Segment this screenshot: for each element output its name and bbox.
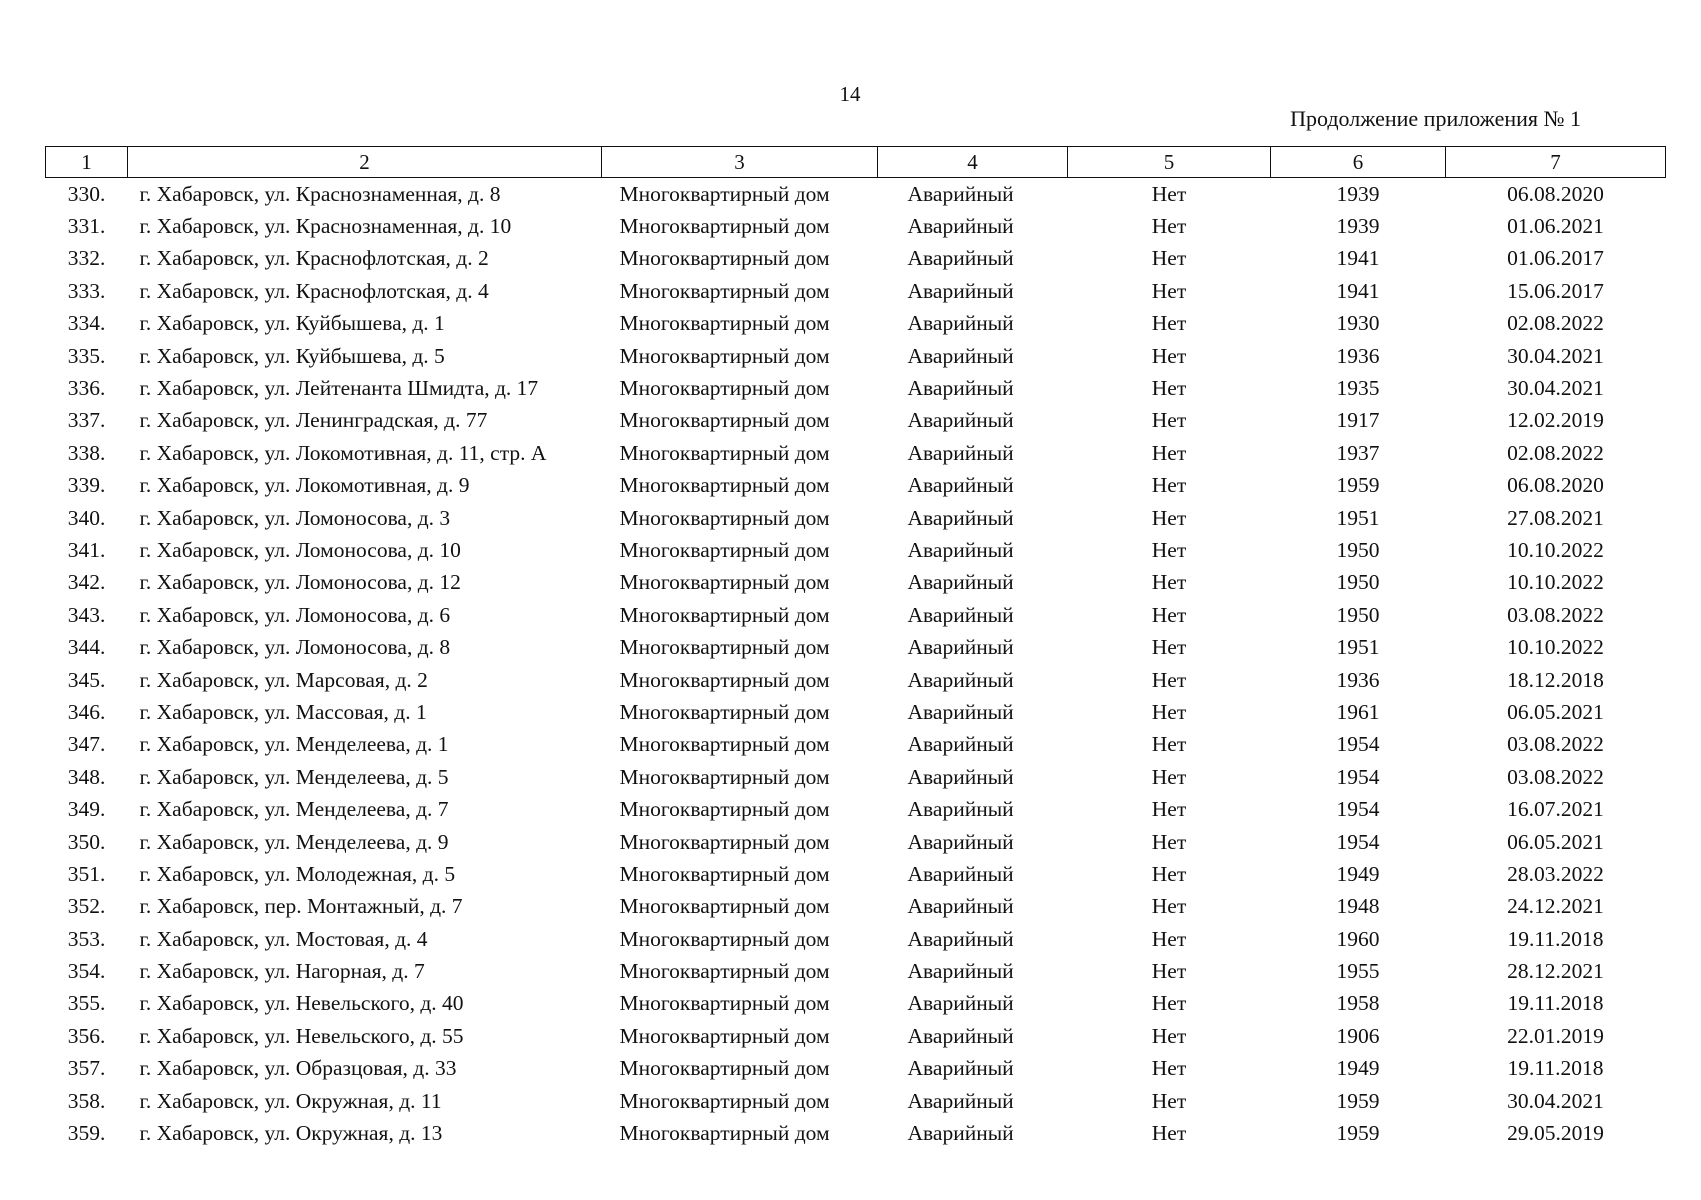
decision-date-cell: 18.12.2018 xyxy=(1507,667,1604,692)
building-condition-cell: Аварийный xyxy=(907,181,1014,206)
building-condition-cell: Аварийный xyxy=(907,699,1014,724)
building-condition-cell: Аварийный xyxy=(907,667,1014,692)
table-row xyxy=(46,210,1666,242)
flag-value-cell: Нет xyxy=(1151,991,1187,1016)
building-type-cell: Многоквартирный дом xyxy=(619,602,830,627)
building-type-cell: Многоквартирный дом xyxy=(619,537,830,562)
decision-date-cell: 03.08.2022 xyxy=(1507,764,1604,789)
table-row xyxy=(46,955,1666,987)
building-condition-cell: Аварийный xyxy=(907,311,1014,336)
building-condition-cell: Аварийный xyxy=(907,246,1014,271)
address-cell: г. Хабаровск, ул. Локомотивная, д. 9 xyxy=(139,473,470,498)
building-type-cell: Многоквартирный дом xyxy=(619,926,830,951)
building-type-cell: Многоквартирный дом xyxy=(619,440,830,465)
address-cell: г. Хабаровск, ул. Краснофлотская, д. 2 xyxy=(139,246,489,271)
row-number-cell: 336. xyxy=(67,376,106,401)
row-number-cell: 342. xyxy=(67,570,106,595)
construction-year-cell: 1961 xyxy=(1336,699,1380,724)
flag-value-cell: Нет xyxy=(1151,376,1187,401)
address-cell: г. Хабаровск, ул. Ломоносова, д. 10 xyxy=(139,537,461,562)
table-row xyxy=(46,988,1666,1020)
flag-value-cell: Нет xyxy=(1151,343,1187,368)
row-number-cell: 346. xyxy=(67,699,106,724)
decision-date-cell: 30.04.2021 xyxy=(1507,1088,1604,1113)
building-condition-cell: Аварийный xyxy=(907,214,1014,239)
table-row xyxy=(46,729,1666,761)
building-type-cell: Многоквартирный дом xyxy=(619,181,830,206)
table-row xyxy=(46,891,1666,923)
row-number-cell: 350. xyxy=(67,829,106,854)
building-condition-cell: Аварийный xyxy=(907,570,1014,595)
address-cell: г. Хабаровск, ул. Марсовая, д. 2 xyxy=(139,667,428,692)
flag-value-cell: Нет xyxy=(1151,311,1187,336)
decision-date-cell: 01.06.2017 xyxy=(1507,246,1604,271)
address-cell: г. Хабаровск, ул. Локомотивная, д. 11, стр. А xyxy=(139,440,547,465)
table-row xyxy=(46,405,1666,437)
construction-year-cell: 1941 xyxy=(1336,278,1380,303)
column-header: 6 xyxy=(1271,147,1446,178)
flag-value-cell: Нет xyxy=(1151,1121,1187,1146)
decision-date-cell: 01.06.2021 xyxy=(1507,214,1604,239)
column-header: 3 xyxy=(602,147,878,178)
row-number-cell: 354. xyxy=(67,959,106,984)
flag-value-cell: Нет xyxy=(1151,699,1187,724)
construction-year-cell: 1936 xyxy=(1336,667,1380,692)
decision-date-cell: 19.11.2018 xyxy=(1507,991,1604,1016)
flag-value-cell: Нет xyxy=(1151,861,1187,886)
address-cell: г. Хабаровск, ул. Ломоносова, д. 3 xyxy=(139,505,451,530)
table-row xyxy=(46,502,1666,534)
table-row xyxy=(46,340,1666,372)
decision-date-cell: 10.10.2022 xyxy=(1507,537,1604,562)
row-number-cell: 345. xyxy=(67,667,106,692)
decision-date-cell: 06.08.2020 xyxy=(1507,181,1604,206)
building-type-cell: Многоквартирный дом xyxy=(619,797,830,822)
address-cell: г. Хабаровск, ул. Менделеева, д. 5 xyxy=(139,764,449,789)
row-number-cell: 338. xyxy=(67,440,106,465)
decision-date-cell: 03.08.2022 xyxy=(1507,732,1604,757)
building-type-cell: Многоквартирный дом xyxy=(619,376,830,401)
flag-value-cell: Нет xyxy=(1151,635,1187,660)
row-number-cell: 335. xyxy=(67,343,106,368)
column-header: 2 xyxy=(128,147,602,178)
flag-value-cell: Нет xyxy=(1151,570,1187,595)
row-number-cell: 349. xyxy=(67,797,106,822)
table-row xyxy=(46,437,1666,469)
decision-date-cell: 03.08.2022 xyxy=(1507,602,1604,627)
flag-value-cell: Нет xyxy=(1151,408,1187,433)
row-number-cell: 343. xyxy=(67,602,106,627)
address-cell: г. Хабаровск, ул. Молодежная, д. 5 xyxy=(139,861,456,886)
row-number-cell: 348. xyxy=(67,764,106,789)
row-number-cell: 344. xyxy=(67,635,106,660)
row-number-cell: 357. xyxy=(67,1056,106,1081)
construction-year-cell: 1951 xyxy=(1336,635,1380,660)
decision-date-cell: 19.11.2018 xyxy=(1507,1056,1604,1081)
flag-value-cell: Нет xyxy=(1151,797,1187,822)
decision-date-cell: 28.12.2021 xyxy=(1507,959,1604,984)
construction-year-cell: 1917 xyxy=(1336,408,1380,433)
row-number-cell: 333. xyxy=(67,278,106,303)
building-type-cell: Многоквартирный дом xyxy=(619,1023,830,1048)
column-header: 5 xyxy=(1068,147,1271,178)
building-type-cell: Многоквартирный дом xyxy=(619,764,830,789)
building-type-cell: Многоквартирный дом xyxy=(619,473,830,498)
building-condition-cell: Аварийный xyxy=(907,505,1014,530)
decision-date-cell: 06.08.2020 xyxy=(1507,473,1604,498)
row-number-cell: 332. xyxy=(67,246,106,271)
flag-value-cell: Нет xyxy=(1151,764,1187,789)
construction-year-cell: 1960 xyxy=(1336,926,1380,951)
building-type-cell: Многоквартирный дом xyxy=(619,991,830,1016)
construction-year-cell: 1930 xyxy=(1336,311,1380,336)
row-number-cell: 330. xyxy=(67,181,106,206)
flag-value-cell: Нет xyxy=(1151,1056,1187,1081)
decision-date-cell: 30.04.2021 xyxy=(1507,376,1604,401)
construction-year-cell: 1936 xyxy=(1336,343,1380,368)
row-number-cell: 340. xyxy=(67,505,106,530)
table-row xyxy=(46,178,1666,211)
building-type-cell: Многоквартирный дом xyxy=(619,408,830,433)
address-cell: г. Хабаровск, ул. Куйбышева, д. 5 xyxy=(139,343,445,368)
building-condition-cell: Аварийный xyxy=(907,764,1014,789)
construction-year-cell: 1951 xyxy=(1336,505,1380,530)
address-cell: г. Хабаровск, ул. Куйбышева, д. 1 xyxy=(139,311,445,336)
building-type-cell: Многоквартирный дом xyxy=(619,311,830,336)
building-condition-cell: Аварийный xyxy=(907,408,1014,433)
construction-year-cell: 1955 xyxy=(1336,959,1380,984)
table-row xyxy=(46,1085,1666,1117)
building-condition-cell: Аварийный xyxy=(907,732,1014,757)
address-cell: г. Хабаровск, ул. Лейтенанта Шмидта, д. 17 xyxy=(139,376,539,401)
construction-year-cell: 1954 xyxy=(1336,829,1380,854)
construction-year-cell: 1954 xyxy=(1336,764,1380,789)
construction-year-cell: 1959 xyxy=(1336,1121,1380,1146)
building-type-cell: Многоквартирный дом xyxy=(619,214,830,239)
row-number-cell: 352. xyxy=(67,894,106,919)
table-row xyxy=(46,761,1666,793)
building-type-cell: Многоквартирный дом xyxy=(619,959,830,984)
decision-date-cell: 28.03.2022 xyxy=(1507,861,1604,886)
flag-value-cell: Нет xyxy=(1151,829,1187,854)
table-row xyxy=(46,567,1666,599)
building-type-cell: Многоквартирный дом xyxy=(619,278,830,303)
building-type-cell: Многоквартирный дом xyxy=(619,732,830,757)
construction-year-cell: 1939 xyxy=(1336,181,1380,206)
column-header: 4 xyxy=(878,147,1068,178)
row-number-cell: 359. xyxy=(67,1121,106,1146)
column-number-row xyxy=(46,147,1666,178)
address-cell: г. Хабаровск, ул. Нагорная, д. 7 xyxy=(139,959,425,984)
decision-date-cell: 12.02.2019 xyxy=(1507,408,1604,433)
decision-date-cell: 30.04.2021 xyxy=(1507,343,1604,368)
address-cell: г. Хабаровск, ул. Ленинградская, д. 77 xyxy=(139,408,488,433)
decision-date-cell: 24.12.2021 xyxy=(1507,894,1604,919)
building-condition-cell: Аварийный xyxy=(907,959,1014,984)
flag-value-cell: Нет xyxy=(1151,505,1187,530)
building-condition-cell: Аварийный xyxy=(907,797,1014,822)
building-type-cell: Многоквартирный дом xyxy=(619,505,830,530)
flag-value-cell: Нет xyxy=(1151,667,1187,692)
building-condition-cell: Аварийный xyxy=(907,1023,1014,1048)
building-type-cell: Многоквартирный дом xyxy=(619,1088,830,1113)
building-type-cell: Многоквартирный дом xyxy=(619,894,830,919)
construction-year-cell: 1950 xyxy=(1336,537,1380,562)
flag-value-cell: Нет xyxy=(1151,926,1187,951)
row-number-cell: 341. xyxy=(67,537,106,562)
flag-value-cell: Нет xyxy=(1151,440,1187,465)
decision-date-cell: 06.05.2021 xyxy=(1507,699,1604,724)
decision-date-cell: 02.08.2022 xyxy=(1507,440,1604,465)
address-cell: г. Хабаровск, ул. Менделеева, д. 7 xyxy=(139,797,449,822)
flag-value-cell: Нет xyxy=(1151,214,1187,239)
address-cell: г. Хабаровск, ул. Образцовая, д. 33 xyxy=(139,1056,457,1081)
decision-date-cell: 06.05.2021 xyxy=(1507,829,1604,854)
table-row xyxy=(46,308,1666,340)
building-type-cell: Многоквартирный дом xyxy=(619,570,830,595)
building-type-cell: Многоквартирный дом xyxy=(619,343,830,368)
construction-year-cell: 1906 xyxy=(1336,1023,1380,1048)
table-row xyxy=(46,858,1666,890)
building-type-cell: Многоквартирный дом xyxy=(619,246,830,271)
flag-value-cell: Нет xyxy=(1151,602,1187,627)
construction-year-cell: 1950 xyxy=(1336,602,1380,627)
flag-value-cell: Нет xyxy=(1151,959,1187,984)
building-condition-cell: Аварийный xyxy=(907,829,1014,854)
table-row xyxy=(46,664,1666,696)
building-condition-cell: Аварийный xyxy=(907,343,1014,368)
row-number-cell: 358. xyxy=(67,1088,106,1113)
table-row xyxy=(46,599,1666,631)
column-header: 7 xyxy=(1446,147,1666,178)
decision-date-cell: 16.07.2021 xyxy=(1507,797,1604,822)
row-number-cell: 347. xyxy=(67,732,106,757)
building-condition-cell: Аварийный xyxy=(907,1056,1014,1081)
row-number-cell: 331. xyxy=(67,214,106,239)
emergency-housing-table xyxy=(45,146,1666,1150)
building-condition-cell: Аварийный xyxy=(907,473,1014,498)
address-cell: г. Хабаровск, ул. Окружная, д. 13 xyxy=(139,1121,443,1146)
construction-year-cell: 1939 xyxy=(1336,214,1380,239)
construction-year-cell: 1958 xyxy=(1336,991,1380,1016)
address-cell: г. Хабаровск, пер. Монтажный, д. 7 xyxy=(139,894,463,919)
table-row xyxy=(46,631,1666,663)
address-cell: г. Хабаровск, ул. Ломоносова, д. 6 xyxy=(139,602,451,627)
table-row xyxy=(46,923,1666,955)
row-number-cell: 353. xyxy=(67,926,106,951)
address-cell: г. Хабаровск, ул. Ломоносова, д. 12 xyxy=(139,570,461,595)
row-number-cell: 334. xyxy=(67,311,106,336)
address-cell: г. Хабаровск, ул. Краснознаменная, д. 8 xyxy=(139,181,501,206)
building-type-cell: Многоквартирный дом xyxy=(619,699,830,724)
construction-year-cell: 1949 xyxy=(1336,861,1380,886)
building-condition-cell: Аварийный xyxy=(907,635,1014,660)
address-cell: г. Хабаровск, ул. Мостовая, д. 4 xyxy=(139,926,428,951)
decision-date-cell: 27.08.2021 xyxy=(1507,505,1604,530)
table-body xyxy=(46,178,1666,1150)
building-condition-cell: Аварийный xyxy=(907,278,1014,303)
table-row xyxy=(46,470,1666,502)
address-cell: г. Хабаровск, ул. Менделеева, д. 9 xyxy=(139,829,449,854)
building-condition-cell: Аварийный xyxy=(907,861,1014,886)
flag-value-cell: Нет xyxy=(1151,278,1187,303)
construction-year-cell: 1959 xyxy=(1336,1088,1380,1113)
decision-date-cell: 02.08.2022 xyxy=(1507,311,1604,336)
building-type-cell: Многоквартирный дом xyxy=(619,635,830,660)
flag-value-cell: Нет xyxy=(1151,246,1187,271)
table-row xyxy=(46,275,1666,307)
flag-value-cell: Нет xyxy=(1151,1023,1187,1048)
address-cell: г. Хабаровск, ул. Ломоносова, д. 8 xyxy=(139,635,451,660)
building-condition-cell: Аварийный xyxy=(907,991,1014,1016)
building-condition-cell: Аварийный xyxy=(907,1088,1014,1113)
address-cell: г. Хабаровск, ул. Менделеева, д. 1 xyxy=(139,732,449,757)
table-row xyxy=(46,1053,1666,1085)
row-number-cell: 351. xyxy=(67,861,106,886)
address-cell: г. Хабаровск, ул. Окружная, д. 11 xyxy=(139,1088,442,1113)
construction-year-cell: 1954 xyxy=(1336,797,1380,822)
row-number-cell: 337. xyxy=(67,408,106,433)
decision-date-cell: 22.01.2019 xyxy=(1507,1023,1604,1048)
address-cell: г. Хабаровск, ул. Краснознаменная, д. 10 xyxy=(139,214,512,239)
construction-year-cell: 1948 xyxy=(1336,894,1380,919)
table-row xyxy=(46,534,1666,566)
decision-date-cell: 19.11.2018 xyxy=(1507,926,1604,951)
construction-year-cell: 1937 xyxy=(1336,440,1380,465)
address-cell: г. Хабаровск, ул. Краснофлотская, д. 4 xyxy=(139,278,489,303)
table-row xyxy=(46,793,1666,825)
construction-year-cell: 1950 xyxy=(1336,570,1380,595)
building-type-cell: Многоквартирный дом xyxy=(619,1121,830,1146)
building-condition-cell: Аварийный xyxy=(907,440,1014,465)
page-number: 14 xyxy=(839,82,861,106)
building-condition-cell: Аварийный xyxy=(907,1121,1014,1146)
table-row xyxy=(46,1020,1666,1052)
flag-value-cell: Нет xyxy=(1151,537,1187,562)
construction-year-cell: 1941 xyxy=(1336,246,1380,271)
row-number-cell: 356. xyxy=(67,1023,106,1048)
row-number-cell: 355. xyxy=(67,991,106,1016)
address-cell: г. Хабаровск, ул. Невельского, д. 55 xyxy=(139,1023,464,1048)
building-condition-cell: Аварийный xyxy=(907,537,1014,562)
decision-date-cell: 10.10.2022 xyxy=(1507,635,1604,660)
building-condition-cell: Аварийный xyxy=(907,376,1014,401)
row-number-cell: 339. xyxy=(67,473,106,498)
decision-date-cell: 10.10.2022 xyxy=(1507,570,1604,595)
flag-value-cell: Нет xyxy=(1151,1088,1187,1113)
column-header: 1 xyxy=(46,147,128,178)
table-row xyxy=(46,243,1666,275)
flag-value-cell: Нет xyxy=(1151,732,1187,757)
construction-year-cell: 1954 xyxy=(1336,732,1380,757)
table-row xyxy=(46,1117,1666,1149)
building-type-cell: Многоквартирный дом xyxy=(619,667,830,692)
appendix-continuation-note: Продолжение приложения № 1 xyxy=(1290,106,1581,131)
address-cell: г. Хабаровск, ул. Массовая, д. 1 xyxy=(139,699,427,724)
decision-date-cell: 15.06.2017 xyxy=(1507,278,1604,303)
building-type-cell: Многоквартирный дом xyxy=(619,861,830,886)
decision-date-cell: 29.05.2019 xyxy=(1507,1121,1604,1146)
construction-year-cell: 1959 xyxy=(1336,473,1380,498)
building-condition-cell: Аварийный xyxy=(907,894,1014,919)
construction-year-cell: 1949 xyxy=(1336,1056,1380,1081)
flag-value-cell: Нет xyxy=(1151,894,1187,919)
flag-value-cell: Нет xyxy=(1151,473,1187,498)
construction-year-cell: 1935 xyxy=(1336,376,1380,401)
table-row xyxy=(46,372,1666,404)
building-type-cell: Многоквартирный дом xyxy=(619,1056,830,1081)
building-condition-cell: Аварийный xyxy=(907,602,1014,627)
table-row xyxy=(46,696,1666,728)
address-cell: г. Хабаровск, ул. Невельского, д. 40 xyxy=(139,991,464,1016)
flag-value-cell: Нет xyxy=(1151,181,1187,206)
building-type-cell: Многоквартирный дом xyxy=(619,829,830,854)
table-row xyxy=(46,826,1666,858)
building-condition-cell: Аварийный xyxy=(907,926,1014,951)
